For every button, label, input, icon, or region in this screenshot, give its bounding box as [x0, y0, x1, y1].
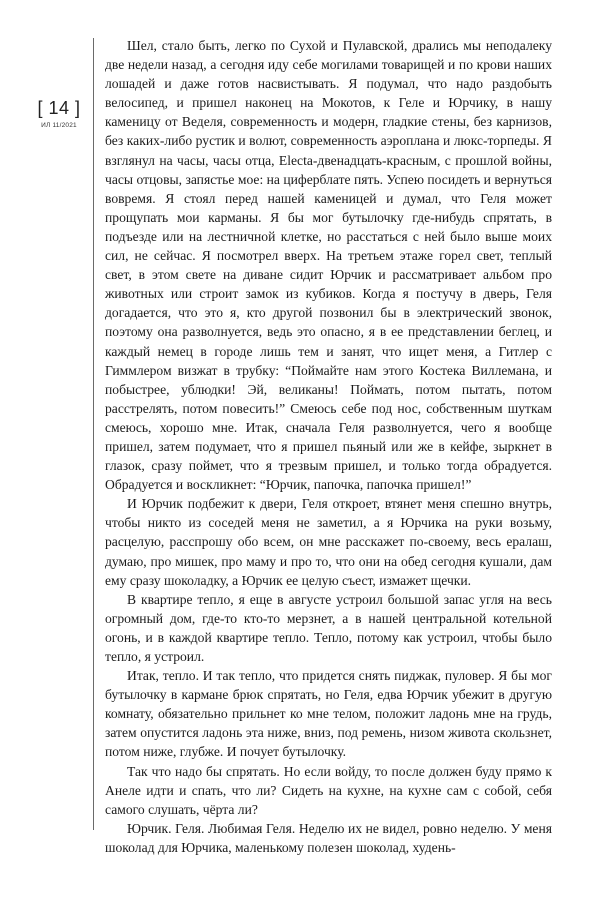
article-text — [105, 36, 552, 857]
margin-rule — [93, 38, 94, 830]
paragraph: Юрчик. Геля. Любимая Геля. Неделю их не видел, ровно неделю. У меня шоколад для Юрчика, маленькому полезен шоколад, худень- — [105, 820, 552, 855]
paragraph: И Юрчик подбежит к двери, Геля откроет, втянет меня спешно внутрь, чтобы никто из соседей меня не заметил, а я Юрчика на руки возьму, расцелую, расспрошу обо всем, он мне расскажет по-своему, весь ералаш, думаю, про мишек, про маму и про то, что они на обед сегодня кушали, дам ему сразу шоколадку, а Юрчик ее целую съест, измажет щечки. — [105, 496, 552, 588]
issue-label: ИЛ 11/2021 — [41, 122, 77, 129]
paragraph: Итак, тепло. И так тепло, что придется снять пиджак, пуловер. Я бы мог бутылочку в кармане брюк спрятать, но Геля, едва Юрчик убежит в другую комнату, обязательно прильнет ко мне телом, положит ладонь мне на грудь, затем опустится ладонь эта ниже, вниз, под ремень, низом живота скользнет, потом ниже, глубже. И почует бутылочку. — [105, 668, 552, 760]
paragraph: Так что надо бы спрятать. Но если войду, то после должен буду прямо к Анеле идти и спать, что ли? Сидеть на кухне, на кухне сам с собой, себя самого слушать, чёрта ли? — [105, 763, 552, 817]
page-number: [ 14 ] — [37, 98, 81, 118]
paragraph: Шел, стало быть, легко по Сухой и Пулавской, дрались мы неподалеку две недели назад, а сегодня иду себе могилами товарищей и по крови наших лошадей и даже готов насвистывать. Я подумал, что надо раздобыть велосипед, и пришел наконец на Мокотов, к Геле и Юрчику, в нашу каменицу от Веделя, современность и модерн, гладкие стены, без карнизов, без каких-либо рустик и волют, современность аэроплана и люкс-торпеды. Я взглянул на часы, часы отца, Electa-двенадцать-красным, с прошлой войны, часы отцовы, запястье мое: на циферблате пять. Успею посидеть и вернуться вовремя. Я стоял перед нашей каменицей и думал, что Геля может прощупать мои карманы. Я бы мог бутылочку где-нибудь спрятать, в подъезде или на лестничной клетке, но расстаться с ней было выше моих сил, не сейчас. Я посмотрел вверх. На третьем этаже горел свет, теплый свет, в этом свете на диване сидит Юрчик и рассматривает альбом про животных или строит замок из кубиков. Когда я постучу в дверь, Геля догадается, что это я, кто другой позвонил бы в электрический звонок, поэтому она разволнуется, ведь это опасно, я в ее представлении беглец, и каждый немец в городе лишь тем и занят, что ищет меня, а Гитлер с Гиммлером визжат в трубку: “Поймайте нам этого Костека Виллемана, и побыстрее, ублюдки! Эй, великаны! Поймать, потом пытать, потом расстрелять, потом повесить!” Смеюсь себе под нос, собственным шуткам смеюсь, хорошо мне. Итак, сначала Геля разволнуется, чего я вообще пришел, затем подумает, что я пришел пьяный или же в кейфе, зыркнет в глазок, сразу поймет, что я трезвым пришел, и только тогда обрадуется. Обрадуется и воскликнет: “Юрчик, папочка, папочка пришел!” — [105, 38, 552, 493]
paragraph: В квартире тепло, я еще в августе устроил большой запас угля на весь огромный дом, где-то кто-то мерзнет, а в нашей центральной котельной огонь, и в каждой квартире тепло. Тепло, потому как устроил, чтобы было тепло, я устроил. — [105, 591, 552, 664]
